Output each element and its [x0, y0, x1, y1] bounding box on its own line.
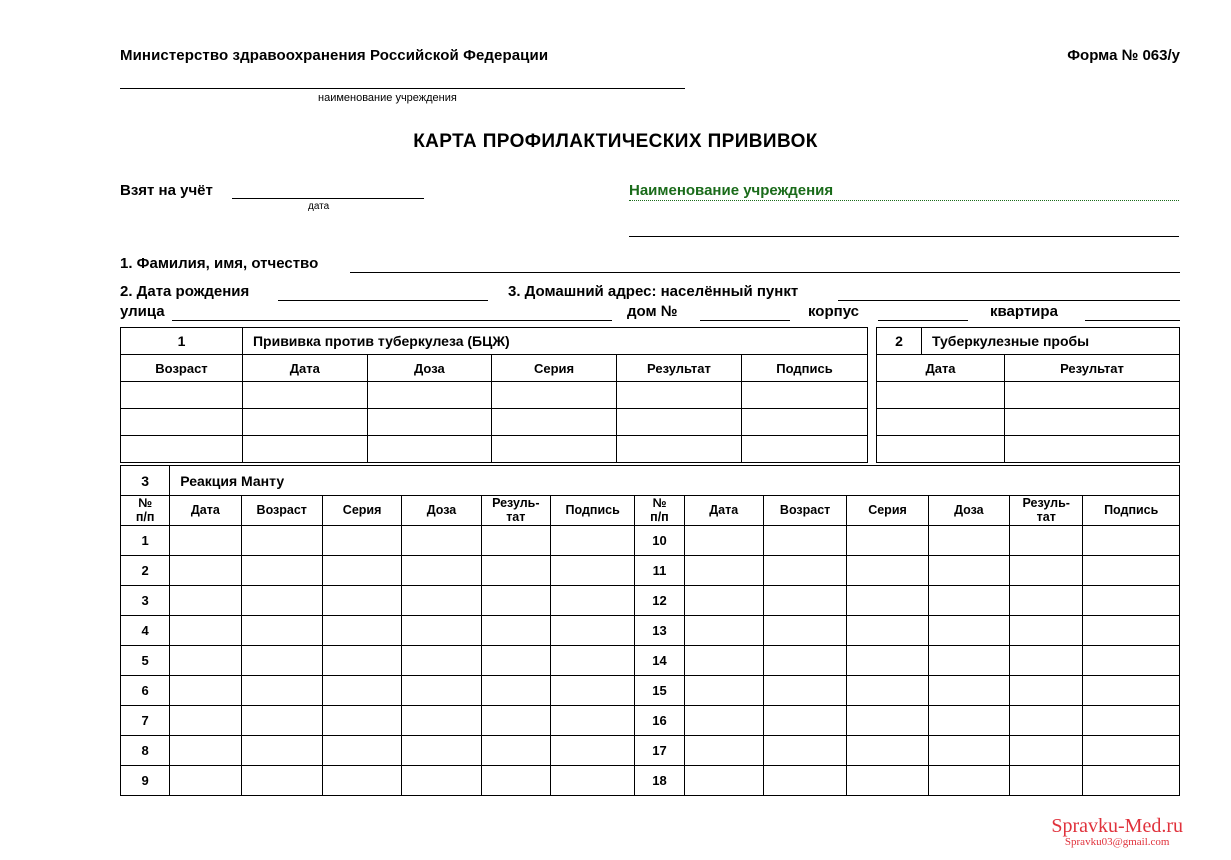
mantoux-cell[interactable]: [763, 766, 846, 796]
mantoux-cell[interactable]: [402, 586, 481, 616]
table-row: [877, 409, 1180, 436]
table-row: [121, 586, 1180, 616]
mantoux-cell[interactable]: [241, 736, 322, 766]
mantoux-col-result-right-line2: тат: [1036, 509, 1056, 524]
mantoux-cell[interactable]: [684, 586, 763, 616]
bcg-cell[interactable]: [741, 436, 867, 463]
mantoux-cell[interactable]: [847, 676, 928, 706]
mantoux-cell[interactable]: [550, 556, 634, 586]
mantoux-cell[interactable]: [1083, 676, 1180, 706]
flat-field[interactable]: [1085, 320, 1180, 321]
mantoux-cell[interactable]: [763, 556, 846, 586]
document-header: [120, 47, 1180, 64]
bcg-cell[interactable]: [741, 409, 867, 436]
mantoux-cell[interactable]: [1083, 706, 1180, 736]
mantoux-cell[interactable]: [402, 526, 481, 556]
bcg-cell[interactable]: [242, 436, 367, 463]
watermark-email[interactable]: Spravku03@gmail.com: [1064, 836, 1170, 848]
birth-date-field[interactable]: [278, 300, 488, 301]
mantoux-cell[interactable]: [241, 676, 322, 706]
bcg-cell[interactable]: [616, 436, 741, 463]
mantoux-cell[interactable]: [170, 736, 241, 766]
bcg-cell[interactable]: [121, 436, 243, 463]
mantoux-col-no-right: [635, 496, 684, 526]
mantoux-cell[interactable]: [170, 766, 241, 796]
fio-field[interactable]: [350, 272, 1180, 273]
mantoux-cell[interactable]: [322, 736, 401, 766]
mantoux-col-no-left-line1: №: [138, 496, 153, 511]
mantoux-cell[interactable]: [170, 706, 241, 736]
mantoux-cell[interactable]: [481, 526, 550, 556]
bcg-section-header: [121, 328, 868, 355]
mantoux-cell[interactable]: [322, 766, 401, 796]
bcg-cell[interactable]: [242, 409, 367, 436]
mantoux-cell[interactable]: [847, 766, 928, 796]
mantoux-column-headers: [121, 496, 1180, 526]
mantoux-col-date-right: Дата: [684, 496, 763, 526]
watermark-site[interactable]: Spravku-Med.ru: [1051, 815, 1183, 837]
mantoux-col-date-left: Дата: [170, 496, 241, 526]
bcg-cell[interactable]: [367, 409, 492, 436]
mantoux-cell[interactable]: [847, 586, 928, 616]
mantoux-row-no-left: 4: [121, 616, 170, 646]
mantoux-cell[interactable]: [322, 616, 401, 646]
mantoux-col-age-left: Возраст: [241, 496, 322, 526]
mantoux-cell[interactable]: [170, 556, 241, 586]
tuberculin-cell[interactable]: [1005, 409, 1180, 436]
mantoux-row-no-left: 2: [121, 556, 170, 586]
mantoux-section-header: [121, 466, 1180, 496]
registration-date-field[interactable]: [232, 198, 424, 199]
bcg-col-series: Серия: [492, 355, 617, 382]
mantoux-cell[interactable]: [684, 526, 763, 556]
flat-label: квартира: [990, 303, 1058, 320]
mantoux-col-signature-left: Подпись: [550, 496, 634, 526]
mantoux-cell[interactable]: [1010, 586, 1083, 616]
mantoux-col-no-left: [121, 496, 170, 526]
mantoux-cell[interactable]: [684, 646, 763, 676]
mantoux-cell[interactable]: [550, 586, 634, 616]
bcg-cell[interactable]: [492, 382, 617, 409]
table-row: [877, 382, 1180, 409]
bcg-cell[interactable]: [367, 436, 492, 463]
mantoux-section-number: 3: [121, 466, 170, 496]
table-row: [121, 409, 868, 436]
mantoux-cell[interactable]: [550, 646, 634, 676]
block-field[interactable]: [878, 320, 968, 321]
tuberculin-column-headers: [877, 355, 1180, 382]
mantoux-cell[interactable]: [402, 646, 481, 676]
mantoux-col-series-right: Серия: [847, 496, 928, 526]
mantoux-cell[interactable]: [928, 646, 1009, 676]
mantoux-cell[interactable]: [481, 556, 550, 586]
mantoux-cell[interactable]: [550, 706, 634, 736]
mantoux-cell[interactable]: [402, 736, 481, 766]
mantoux-cell[interactable]: [402, 556, 481, 586]
mantoux-row-no-left: 3: [121, 586, 170, 616]
tuberculin-table: [876, 327, 1180, 463]
mantoux-cell[interactable]: [1083, 526, 1180, 556]
mantoux-cell[interactable]: [1010, 766, 1083, 796]
mantoux-cell[interactable]: [928, 586, 1009, 616]
mantoux-cell[interactable]: [847, 526, 928, 556]
mantoux-row-no-left: 9: [121, 766, 170, 796]
mantoux-row-no-right: 10: [635, 526, 684, 556]
table-row: [121, 766, 1180, 796]
street-field[interactable]: [172, 320, 612, 321]
mantoux-row-no-left: 1: [121, 526, 170, 556]
mantoux-cell[interactable]: [1010, 736, 1083, 766]
address-label: 3. Домашний адрес: населённый пункт: [508, 283, 799, 300]
mantoux-cell[interactable]: [684, 616, 763, 646]
mantoux-row-no-left: 5: [121, 646, 170, 676]
mantoux-cell[interactable]: [1010, 616, 1083, 646]
mantoux-cell[interactable]: [481, 736, 550, 766]
mantoux-cell[interactable]: [322, 676, 401, 706]
tuberculin-col-result: Результат: [1005, 355, 1180, 382]
table-row: [121, 526, 1180, 556]
mantoux-cell[interactable]: [322, 586, 401, 616]
institution-field-line1[interactable]: [629, 200, 1179, 201]
mantoux-cell[interactable]: [928, 706, 1009, 736]
registration-date-caption: дата: [308, 201, 330, 212]
mantoux-cell[interactable]: [1083, 646, 1180, 676]
mantoux-cell[interactable]: [322, 646, 401, 676]
mantoux-cell[interactable]: [241, 556, 322, 586]
tuberculin-col-date: Дата: [877, 355, 1005, 382]
mantoux-cell[interactable]: [1010, 556, 1083, 586]
table-row: [877, 436, 1180, 463]
mantoux-row-no-right: 11: [635, 556, 684, 586]
mantoux-row-no-right: 13: [635, 616, 684, 646]
mantoux-cell[interactable]: [170, 676, 241, 706]
registration-label: Взят на учёт: [120, 182, 213, 199]
mantoux-cell[interactable]: [1083, 586, 1180, 616]
mantoux-cell[interactable]: [847, 736, 928, 766]
mantoux-cell[interactable]: [684, 766, 763, 796]
mantoux-cell[interactable]: [1010, 706, 1083, 736]
table-row: [121, 616, 1180, 646]
institution-field-line2[interactable]: [629, 236, 1179, 237]
mantoux-cell[interactable]: [322, 556, 401, 586]
mantoux-cell[interactable]: [402, 706, 481, 736]
mantoux-cell[interactable]: [550, 766, 634, 796]
mantoux-row-no-right: 16: [635, 706, 684, 736]
table-row: [121, 382, 868, 409]
table-row: [121, 436, 868, 463]
mantoux-cell[interactable]: [847, 616, 928, 646]
tuberculin-cell[interactable]: [877, 436, 1005, 463]
mantoux-cell[interactable]: [550, 676, 634, 706]
address-field[interactable]: [838, 300, 1180, 301]
mantoux-cell[interactable]: [763, 676, 846, 706]
bcg-col-signature: Подпись: [741, 355, 867, 382]
mantoux-cell[interactable]: [847, 556, 928, 586]
institution-name-rule: [120, 88, 685, 89]
mantoux-cell[interactable]: [481, 676, 550, 706]
mantoux-cell[interactable]: [928, 676, 1009, 706]
mantoux-cell[interactable]: [550, 736, 634, 766]
bcg-section-title: Прививка против туберкулеза (БЦЖ): [242, 328, 867, 355]
bcg-column-headers: [121, 355, 868, 382]
table-row: [121, 676, 1180, 706]
mantoux-row-no-right: 15: [635, 676, 684, 706]
tuberculin-section-header: [877, 328, 1180, 355]
mantoux-cell[interactable]: [1083, 766, 1180, 796]
mantoux-col-result-left-line1: Резуль-: [492, 496, 540, 511]
mantoux-cell[interactable]: [763, 706, 846, 736]
mantoux-cell[interactable]: [170, 526, 241, 556]
bcg-col-dose: Доза: [367, 355, 492, 382]
tuberculin-section-title: Туберкулезные пробы: [922, 328, 1180, 355]
mantoux-cell[interactable]: [1083, 736, 1180, 766]
bcg-col-age: Возраст: [121, 355, 243, 382]
mantoux-cell[interactable]: [1010, 526, 1083, 556]
mantoux-cell[interactable]: [402, 616, 481, 646]
mantoux-cell[interactable]: [684, 676, 763, 706]
mantoux-row-no-left: 6: [121, 676, 170, 706]
mantoux-cell[interactable]: [763, 616, 846, 646]
bcg-col-result: Результат: [616, 355, 741, 382]
mantoux-cell[interactable]: [550, 616, 634, 646]
mantoux-cell[interactable]: [241, 526, 322, 556]
mantoux-cell[interactable]: [241, 706, 322, 736]
mantoux-row-no-right: 18: [635, 766, 684, 796]
mantoux-col-result-right-line1: Резуль-: [1022, 496, 1070, 511]
page-title: КАРТА ПРОФИЛАКТИЧЕСКИХ ПРИВИВОК: [413, 131, 818, 152]
watermark: [1051, 815, 1183, 848]
mantoux-cell[interactable]: [684, 706, 763, 736]
fio-label: 1. Фамилия, имя, отчество: [120, 255, 319, 272]
mantoux-col-no-left-line2: п/п: [135, 509, 155, 524]
mantoux-cell[interactable]: [481, 616, 550, 646]
bcg-cell[interactable]: [367, 382, 492, 409]
mantoux-cell[interactable]: [1083, 616, 1180, 646]
mantoux-col-age-right: Возраст: [763, 496, 846, 526]
tuberculin-cell[interactable]: [877, 409, 1005, 436]
mantoux-col-result-right: [1010, 496, 1083, 526]
mantoux-cell[interactable]: [1010, 676, 1083, 706]
bcg-col-date: Дата: [242, 355, 367, 382]
mantoux-col-series-left: Серия: [322, 496, 401, 526]
mantoux-cell[interactable]: [847, 646, 928, 676]
mantoux-cell[interactable]: [1083, 556, 1180, 586]
tuberculin-cell[interactable]: [1005, 436, 1180, 463]
street-label: улица: [120, 303, 165, 320]
mantoux-col-result-left-line2: тат: [506, 509, 526, 524]
mantoux-cell[interactable]: [763, 646, 846, 676]
bcg-cell[interactable]: [616, 382, 741, 409]
mantoux-col-signature-right: Подпись: [1083, 496, 1180, 526]
mantoux-section-title: Реакция Манту: [170, 466, 1180, 496]
institution-label: Наименование учреждения: [629, 182, 834, 199]
mantoux-cell[interactable]: [481, 586, 550, 616]
table-row: [121, 646, 1180, 676]
mantoux-col-result-left: [481, 496, 550, 526]
bcg-table: [120, 327, 868, 463]
mantoux-cell[interactable]: [928, 556, 1009, 586]
house-field[interactable]: [700, 320, 790, 321]
mantoux-row-no-right: 12: [635, 586, 684, 616]
mantoux-cell[interactable]: [550, 526, 634, 556]
mantoux-cell[interactable]: [847, 706, 928, 736]
mantoux-row-no-left: 7: [121, 706, 170, 736]
mantoux-cell[interactable]: [322, 526, 401, 556]
mantoux-row-no-right: 17: [635, 736, 684, 766]
mantoux-cell[interactable]: [322, 706, 401, 736]
mantoux-col-dose-right: Доза: [928, 496, 1009, 526]
mantoux-row-no-left: 8: [121, 736, 170, 766]
mantoux-cell[interactable]: [402, 676, 481, 706]
bcg-section-number: 1: [121, 328, 243, 355]
mantoux-col-no-right-line2: п/п: [650, 509, 669, 524]
mantoux-cell[interactable]: [170, 646, 241, 676]
mantoux-col-dose-left: Доза: [402, 496, 481, 526]
mantoux-cell[interactable]: [241, 646, 322, 676]
mantoux-cell[interactable]: [928, 616, 1009, 646]
mantoux-cell[interactable]: [402, 766, 481, 796]
bcg-cell[interactable]: [741, 382, 867, 409]
mantoux-cell[interactable]: [928, 526, 1009, 556]
form-number: Форма № 063/у: [1067, 47, 1180, 64]
mantoux-cell[interactable]: [763, 736, 846, 766]
bcg-cell[interactable]: [616, 409, 741, 436]
bcg-cell[interactable]: [492, 436, 617, 463]
tuberculin-cell[interactable]: [877, 382, 1005, 409]
bcg-cell[interactable]: [242, 382, 367, 409]
mantoux-cell[interactable]: [481, 766, 550, 796]
ministry-name: Министерство здравоохранения Российской Федерации: [120, 47, 549, 64]
bcg-cell[interactable]: [492, 409, 617, 436]
mantoux-cell[interactable]: [170, 586, 241, 616]
table-row: [121, 736, 1180, 766]
mantoux-cell[interactable]: [170, 616, 241, 646]
birth-date-label: 2. Дата рождения: [120, 283, 250, 300]
block-label: корпус: [808, 303, 860, 320]
mantoux-cell[interactable]: [928, 736, 1009, 766]
mantoux-cell[interactable]: [481, 646, 550, 676]
mantoux-cell[interactable]: [763, 526, 846, 556]
mantoux-cell[interactable]: [241, 616, 322, 646]
mantoux-col-no-right-line1: №: [652, 496, 667, 511]
bcg-cell[interactable]: [121, 409, 243, 436]
mantoux-cell[interactable]: [241, 586, 322, 616]
table-row: [121, 706, 1180, 736]
tuberculin-cell[interactable]: [1005, 382, 1180, 409]
mantoux-cell[interactable]: [1010, 646, 1083, 676]
mantoux-cell[interactable]: [684, 556, 763, 586]
mantoux-cell[interactable]: [481, 706, 550, 736]
house-label: дом №: [627, 303, 678, 320]
mantoux-cell[interactable]: [928, 766, 1009, 796]
mantoux-cell[interactable]: [763, 586, 846, 616]
table-row: [121, 556, 1180, 586]
mantoux-cell[interactable]: [241, 766, 322, 796]
institution-name-caption: наименование учреждения: [318, 92, 457, 104]
mantoux-cell[interactable]: [684, 736, 763, 766]
mantoux-row-no-right: 14: [635, 646, 684, 676]
mantoux-table: [120, 465, 1180, 796]
bcg-cell[interactable]: [121, 382, 243, 409]
tuberculin-section-number: 2: [877, 328, 922, 355]
